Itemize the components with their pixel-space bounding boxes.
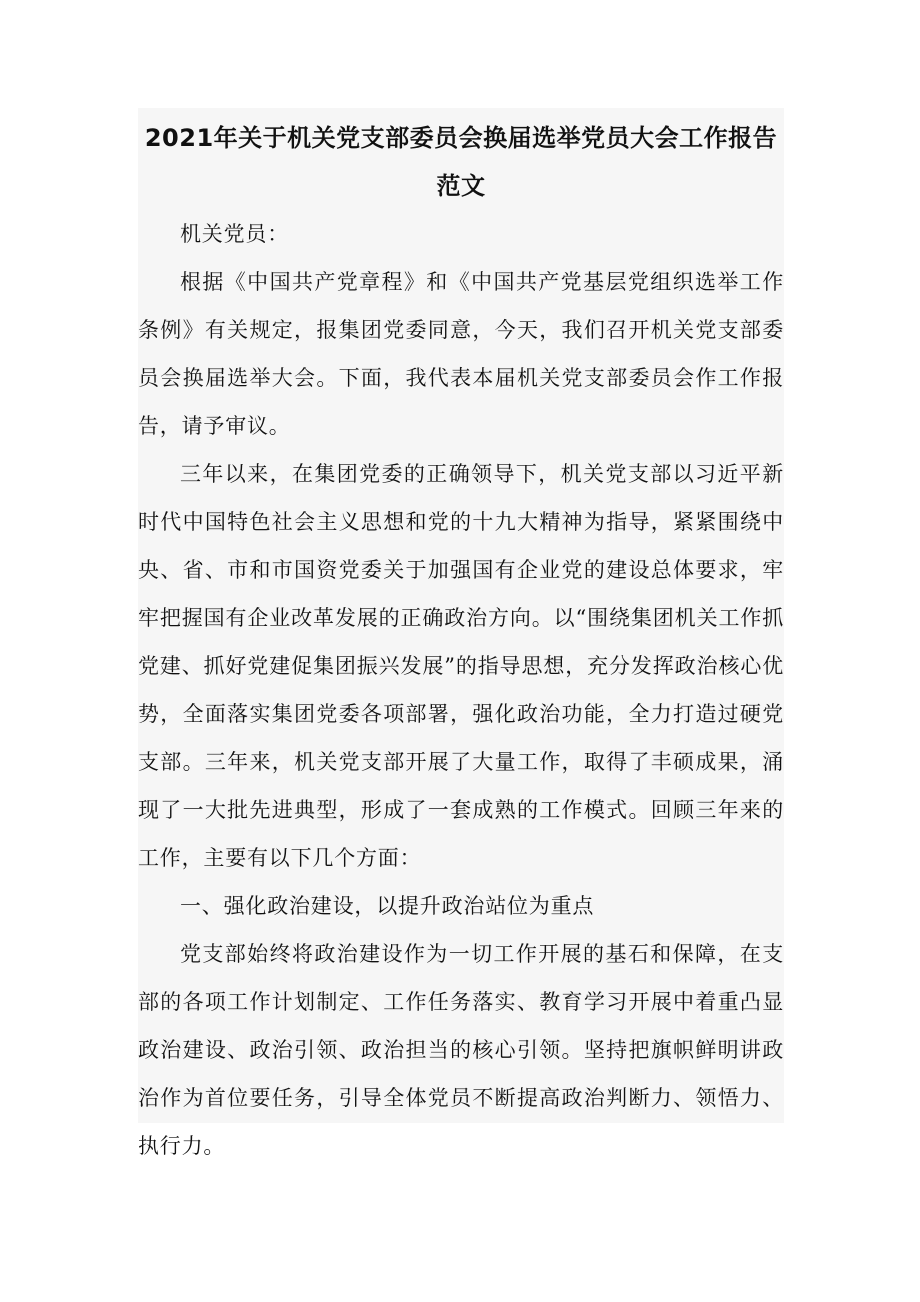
paragraph-intro: 根据《中国共产党章程》和《中国共产党基层党组织选举工作条例》有关规定，报集团党委同意，今天，我们召开机关党支部委员会换届选举大会。下面，我代表本届机关党支部委员会作工作报告，请予审议。 <box>138 270 784 438</box>
document-title: 2021年关于机关党支部委员会换届选举党员大会工作报告范文 <box>144 124 778 200</box>
paragraph-section-1: 党支部始终将政治建设作为一切工作开展的基石和保障，在支部的各项工作计划制定、工作任务落实、教育学习开展中着重凸显政治建设、政治引领、政治担当的核心引领。坚持把旗帜鲜明讲政治作为首位要任务，引导全体党员不断提高政治判断力、领悟力、执行力。 <box>138 942 784 1158</box>
section-heading-1: 一、强化政治建设，以提升政治站位为重点 <box>180 894 595 918</box>
salutation: 机关党员： <box>180 222 289 246</box>
paragraph-overview: 三年以来，在集团党委的正确领导下，机关党支部以习近平新时代中国特色社会主义思想和党的十九大精神为指导，紧紧围绕中央、省、市和市国资党委关于加强国有企业党的建设总体要求，牢牢把握国有企业改革发展的正确政治方向。以“围绕集团机关工作抓党建、抓好党建促集团振兴发展”的指导思想，充分发挥政治核心优势，全面落实集团党委各项部署，强化政治功能，全力打造过硬党支部。三年来，机关党支部开展了大量工作，取得了丰硕成果，涌现了一大批先进典型，形成了一套成熟的工作模式。回顾三年来的工作，主要有以下几个方面： <box>138 462 784 870</box>
document-body <box>138 108 784 1158</box>
